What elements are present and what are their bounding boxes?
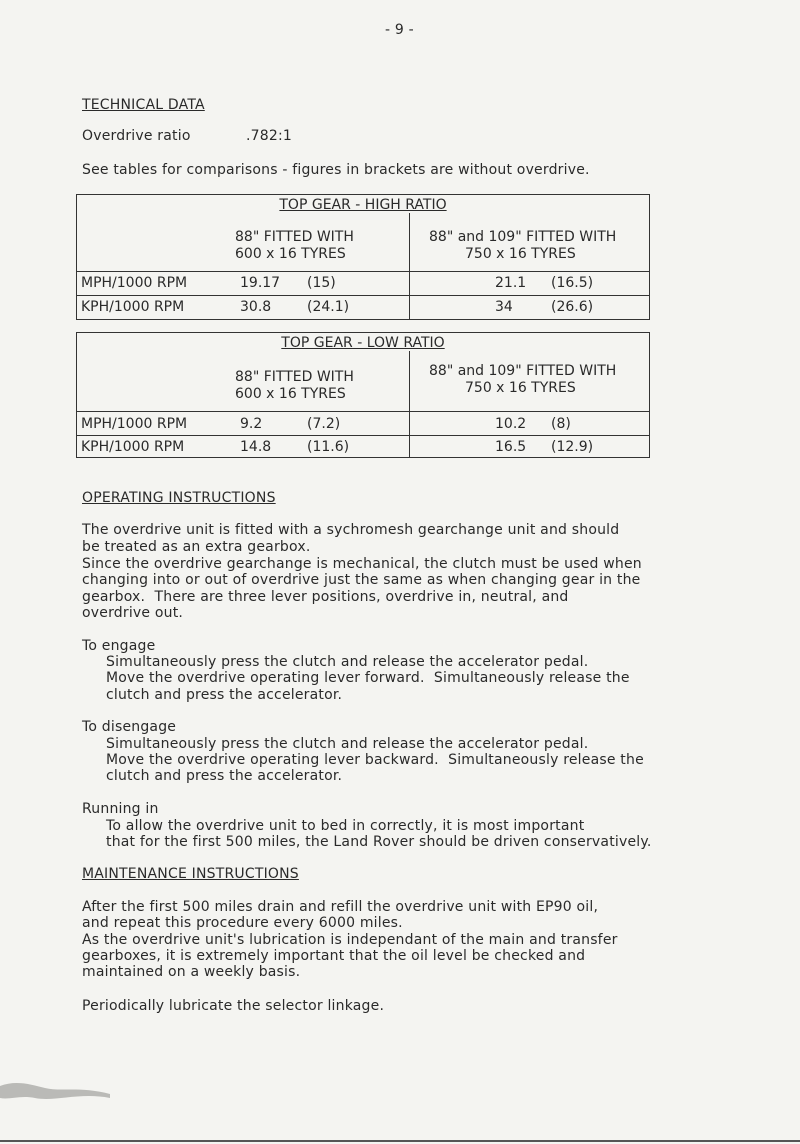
table-cell: 34	[495, 299, 513, 315]
running-in-title: Running in	[82, 801, 159, 817]
col2-header-line1: 88" and 109" FITTED WITH	[429, 229, 617, 245]
paper-damage-mark	[0, 1068, 120, 1108]
col1-header-line1: 88" FITTED WITH	[235, 229, 354, 245]
table-cell: 14.8	[240, 439, 272, 455]
table-cell: 10.2	[495, 416, 527, 432]
disengage-title: To disengage	[82, 719, 177, 735]
paragraph-line: overdrive out.	[82, 605, 184, 621]
paragraph-line: After the first 500 miles drain and refill the overdrive unit with EP90 oil,	[82, 899, 599, 915]
col1-header-line2: 600 x 16 TYRES	[235, 386, 346, 402]
paragraph-line: To allow the overdrive unit to bed in correctly, it is most important	[106, 818, 585, 834]
page-bottom-edge	[0, 1140, 800, 1142]
col2-header-line1: 88" and 109" FITTED WITH	[429, 363, 617, 379]
paragraph-line: Move the overdrive operating lever backward. Simultaneously release the	[106, 752, 644, 768]
table-row-label: KPH/1000 RPM	[81, 299, 185, 315]
table-row-label: MPH/1000 RPM	[81, 416, 188, 432]
col2-header-line2: 750 x 16 TYRES	[465, 246, 576, 262]
paragraph-line: changing into or out of overdrive just the same as when changing gear in the	[82, 572, 641, 588]
table-cell: (7.2)	[307, 416, 341, 432]
table-cell: 21.1	[495, 275, 527, 291]
paragraph-line: As the overdrive unit's lubrication is independant of the main and transfer	[82, 932, 618, 948]
table-cell: 30.8	[240, 299, 272, 315]
paragraph-line: gearboxes, it is extremely important that the oil level be checked and	[82, 948, 586, 964]
paragraph-line: Since the overdrive gearchange is mechanical, the clutch must be used when	[82, 556, 642, 572]
table-cell: (24.1)	[307, 299, 350, 315]
paragraph-line: Periodically lubricate the selector linkage.	[82, 998, 385, 1014]
operating-heading: OPERATING INSTRUCTIONS	[82, 490, 276, 506]
paragraph-line: maintained on a weekly basis.	[82, 964, 301, 980]
table-row-label: MPH/1000 RPM	[81, 275, 188, 291]
overdrive-ratio-value: .782:1	[246, 128, 292, 144]
low-ratio-table	[76, 332, 650, 458]
paragraph-line: and repeat this procedure every 6000 miles.	[82, 915, 403, 931]
paragraph-line: clutch and press the accelerator.	[106, 687, 343, 703]
paragraph-line: Move the overdrive operating lever forward. Simultaneously release the	[106, 670, 630, 686]
table-cell: (8)	[551, 416, 571, 432]
table-row-label: KPH/1000 RPM	[81, 439, 185, 455]
paragraph-line: The overdrive unit is fitted with a sychromesh gearchange unit and should	[82, 522, 620, 538]
col2-header-line2: 750 x 16 TYRES	[465, 380, 576, 396]
col1-header-line1: 88" FITTED WITH	[235, 369, 354, 385]
table-cell: (15)	[307, 275, 336, 291]
table-cell: (16.5)	[551, 275, 594, 291]
table-cell: (26.6)	[551, 299, 594, 315]
table-cell: 19.17	[240, 275, 281, 291]
paragraph-line: that for the first 500 miles, the Land Rover should be driven conservatively.	[106, 834, 652, 850]
table-title: TOP GEAR - LOW RATIO	[281, 335, 445, 351]
paragraph-line: be treated as an extra gearbox.	[82, 539, 311, 555]
paragraph-line: Simultaneously press the clutch and release the accelerator pedal.	[106, 654, 589, 670]
overdrive-ratio-label: Overdrive ratio	[82, 128, 191, 144]
paragraph-line: clutch and press the accelerator.	[106, 768, 343, 784]
technical-data-heading: TECHNICAL DATA	[82, 97, 205, 113]
tables-note: See tables for comparisons - figures in brackets are without overdrive.	[82, 162, 590, 178]
high-ratio-table	[76, 194, 650, 320]
maintenance-heading: MAINTENANCE INSTRUCTIONS	[82, 866, 299, 882]
table-cell: 16.5	[495, 439, 527, 455]
page-number: - 9 -	[385, 22, 414, 38]
table-cell: (11.6)	[307, 439, 350, 455]
table-cell: 9.2	[240, 416, 263, 432]
col1-header-line2: 600 x 16 TYRES	[235, 246, 346, 262]
paragraph-line: gearbox. There are three lever positions, overdrive in, neutral, and	[82, 589, 569, 605]
table-cell: (12.9)	[551, 439, 594, 455]
engage-title: To engage	[82, 638, 156, 654]
paragraph-line: Simultaneously press the clutch and release the accelerator pedal.	[106, 736, 589, 752]
table-title: TOP GEAR - HIGH RATIO	[279, 197, 447, 213]
